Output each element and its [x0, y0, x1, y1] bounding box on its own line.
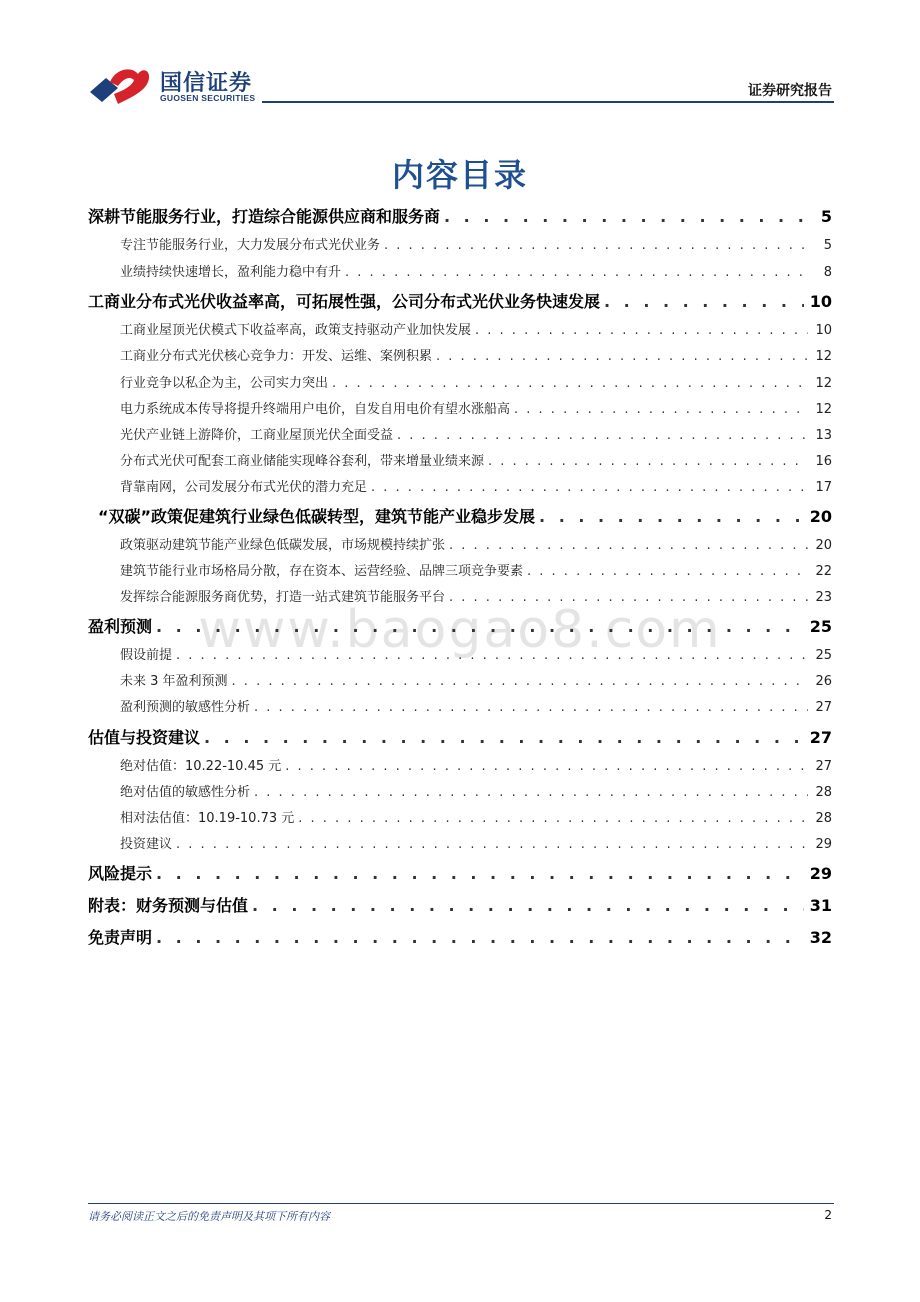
toc-entry-page: 10	[809, 292, 832, 311]
toc-dot-leader	[176, 837, 808, 852]
toc-subsection-entry[interactable]	[88, 319, 832, 338]
toc-entry-page: 17	[815, 480, 832, 495]
toc-subsection-entry[interactable]	[88, 534, 832, 553]
toc-section-entry[interactable]	[88, 725, 832, 748]
toc-dot-leader	[156, 617, 804, 636]
brand-name: 国信证券	[160, 71, 253, 96]
toc-entry-title: 免责声明	[88, 928, 153, 947]
toc-subsection-entry[interactable]	[88, 398, 832, 417]
toc-dot-leader	[252, 896, 804, 915]
toc-subsection-entry[interactable]	[88, 261, 832, 280]
toc-dot-leader	[298, 811, 808, 826]
toc-entry-title: 建筑节能行业市场格局分散，存在资本、运营经验、品牌三项竞争要素	[120, 564, 524, 579]
footer-divider	[88, 1203, 834, 1204]
toc-entry-page: 20	[809, 507, 832, 526]
toc-entry-title: 绝对估值的敏感性分析	[120, 785, 251, 800]
toc-dot-leader	[176, 648, 808, 663]
toc-entry-title: 盈利预测	[88, 617, 153, 636]
toc-dot-leader	[527, 564, 808, 579]
toc-subsection-entry[interactable]	[88, 781, 832, 800]
toc-entry-title: 未来 3 年盈利预测	[120, 674, 228, 689]
toc-entry-page: 26	[815, 674, 832, 689]
toc-section-entry[interactable]	[88, 289, 832, 312]
toc-entry-title: 盈利预测的敏感性分析	[120, 700, 251, 715]
toc-dot-leader	[384, 238, 808, 253]
header-divider	[262, 101, 834, 103]
toc-dot-leader	[449, 538, 808, 553]
toc-dot-leader	[436, 349, 808, 364]
footer-disclaimer-note: 请务必阅读正文之后的免责声明及其项下所有内容	[88, 1210, 330, 1223]
toc-subsection-entry[interactable]	[88, 234, 832, 253]
toc-entry-page: 23	[815, 590, 832, 605]
toc-entry-title: 假设前提	[120, 648, 173, 663]
toc-dot-leader	[254, 785, 808, 800]
brand-name-en: GUOSEN SECURITIES	[160, 93, 256, 103]
toc-dot-leader	[345, 265, 808, 280]
toc-entry-page: 31	[809, 896, 832, 915]
toc-dot-leader	[232, 674, 808, 689]
toc-entry-page: 5	[823, 238, 832, 253]
toc-subsection-entry[interactable]	[88, 696, 832, 715]
toc-entry-title: 专注节能服务行业，大力发展分布式光伏业务	[120, 238, 381, 253]
toc-entry-page: 28	[815, 785, 832, 800]
toc-entry-page: 29	[815, 837, 832, 852]
toc-entry-page: 10	[815, 323, 832, 338]
toc-entry-title: 行业竞争以私企为主，公司实力突出	[120, 376, 329, 391]
toc-dot-leader	[254, 700, 808, 715]
toc-section-entry[interactable]	[88, 614, 832, 637]
toc-dot-leader	[285, 759, 808, 774]
toc-entry-page: 25	[809, 617, 832, 636]
toc-entry-title: 发挥综合能源服务商优势，打造一站式建筑节能服务平台	[120, 590, 446, 605]
toc-subsection-entry[interactable]	[88, 476, 832, 495]
toc-entry-title: 工商业分布式光伏核心竞争力：开发、运维、案例积累	[120, 349, 433, 364]
page-number: 2	[824, 1208, 832, 1222]
toc-dot-leader	[204, 728, 804, 747]
toc-entry-page: 8	[823, 265, 832, 280]
toc-entry-title: 背靠南网，公司发展分布式光伏的潜力充足	[120, 480, 368, 495]
toc-entry-page: 28	[815, 811, 832, 826]
guosen-logo-icon	[88, 64, 152, 106]
toc-dot-leader	[156, 928, 804, 947]
watermark: www.baogao8.com	[198, 600, 722, 660]
toc-subsection-entry[interactable]	[88, 644, 832, 663]
toc-entry-page: 5	[820, 207, 832, 226]
toc-section-entry[interactable]	[88, 204, 832, 227]
toc-entry-page: 12	[815, 376, 832, 391]
toc-dot-leader	[514, 402, 808, 417]
toc-entry-title: 业绩持续快速增长，盈利能力稳中有升	[120, 265, 342, 280]
toc-entry-title: 风险提示	[88, 864, 153, 883]
toc-entry-page: 29	[809, 864, 832, 883]
toc-dot-leader	[332, 376, 808, 391]
toc-subsection-entry[interactable]	[88, 345, 832, 364]
toc-entry-title: 分布式光伏可配套工商业储能实现峰谷套利，带来增量业绩来源	[120, 454, 485, 469]
toc-section-entry[interactable]	[88, 504, 832, 527]
toc-entry-page: 25	[815, 648, 832, 663]
page-header	[0, 0, 920, 110]
toc-section-entry[interactable]	[88, 925, 832, 948]
toc-entry-title: 电力系统成本传导将提升终端用户电价，自发自用电价有望水涨船高	[120, 402, 511, 417]
toc-entry-title: 绝对估值：10.22-10.45 元	[120, 759, 282, 774]
toc-subsection-entry[interactable]	[88, 372, 832, 391]
toc-dot-leader	[604, 292, 804, 311]
toc-entry-title: 工商业分布式光伏收益率高，可拓展性强，公司分布式光伏业务快速发展	[88, 292, 601, 311]
toc-entry-title: 深耕节能服务行业，打造综合能源供应商和服务商	[88, 207, 441, 226]
toc-entry-title: 投资建议	[120, 837, 173, 852]
toc-dot-leader	[444, 207, 808, 226]
toc-dot-leader	[371, 480, 808, 495]
toc-entry-title: 估值与投资建议	[88, 728, 201, 747]
toc-entry-page: 20	[815, 538, 832, 553]
toc-entry-page: 27	[815, 759, 832, 774]
toc-subsection-entry[interactable]	[88, 424, 832, 443]
toc-dot-leader	[449, 590, 808, 605]
toc-entry-page: 27	[809, 728, 832, 747]
toc-entry-title: 相对法估值：10.19-10.73 元	[120, 811, 295, 826]
toc-entry-title: 附表：财务预测与估值	[88, 896, 249, 915]
toc-subsection-entry[interactable]	[88, 833, 832, 852]
toc-entry-page: 32	[809, 928, 832, 947]
toc-subsection-entry[interactable]	[88, 755, 832, 774]
toc-entry-page: 12	[815, 349, 832, 364]
toc-entry-page: 27	[815, 700, 832, 715]
toc-title: 内容目录	[391, 156, 528, 194]
toc-entry-title: 工商业屋顶光伏模式下收益率高，政策支持驱动产业加快发展	[120, 323, 472, 338]
toc-section-entry[interactable]	[88, 893, 832, 916]
toc-dot-leader	[397, 428, 808, 443]
toc-entry-page: 12	[815, 402, 832, 417]
toc-entry-page: 16	[815, 454, 832, 469]
toc-subsection-entry[interactable]	[88, 807, 832, 826]
toc-entry-title: 光伏产业链上游降价，工商业屋顶光伏全面受益	[120, 428, 394, 443]
toc-entry-page: 13	[815, 428, 832, 443]
toc-dot-leader	[156, 864, 804, 883]
report-type-label: 证券研究报告	[748, 83, 832, 99]
toc-subsection-entry[interactable]	[88, 586, 832, 605]
toc-subsection-entry[interactable]	[88, 670, 832, 689]
toc-dot-leader	[488, 454, 808, 469]
toc-entry-page: 22	[815, 564, 832, 579]
toc-subsection-entry[interactable]	[88, 450, 832, 469]
toc-entry-title: 政策驱动建筑节能产业绿色低碳发展，市场规模持续扩张	[120, 538, 446, 553]
toc-dot-leader	[539, 507, 804, 526]
toc-subsection-entry[interactable]	[88, 560, 832, 579]
toc-section-entry[interactable]	[88, 861, 832, 884]
toc-entry-title: “双碳”政策促建筑行业绿色低碳转型，建筑节能产业稳步发展	[98, 507, 536, 526]
toc-dot-leader	[475, 323, 808, 338]
